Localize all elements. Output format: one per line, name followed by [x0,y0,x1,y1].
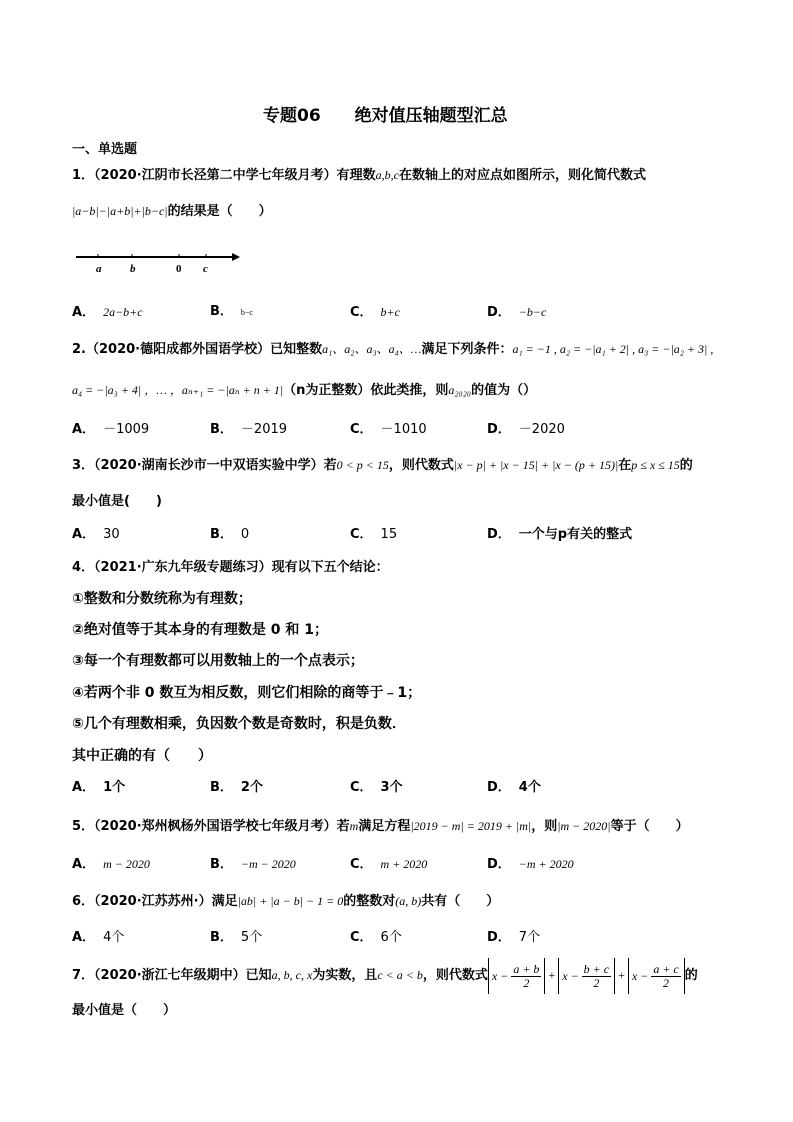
option-label: C． [350,305,373,320]
page-title: 专题06 绝对值压轴题型汇总 [263,106,508,126]
q3-option-a[interactable] [72,527,120,543]
option-label: A． [72,930,96,945]
q5-expr: |m − 2020| [557,819,611,833]
option-text: −b−c [518,305,547,319]
option-text: 7个 [518,930,541,945]
q6-stem-b: 的整数对 [343,894,396,909]
option-text: b+c [380,305,400,319]
q4-option-d[interactable] [487,780,541,796]
option-text: 5个 [240,930,263,945]
q7-frac-1 [511,963,541,990]
q5-option-b[interactable] [210,856,296,873]
q3-line2: 最小值是( ) [72,494,162,509]
axis-label-0: 0 [176,263,182,275]
option-text: 1个 [103,780,126,795]
q4-statement-5: ⑤几个有理数相乘，负因数个数是奇数时，积是负数． [72,716,406,732]
q3-cond: 0 < p < 15 [336,458,389,472]
option-text: 3个 [380,780,403,795]
option-label: B． [210,422,233,437]
q5-stem-d: 等于（ ） [610,819,689,834]
option-label: D． [487,857,511,872]
q7-stem-b: 为实数，且 [312,968,378,983]
q4-option-b[interactable] [210,780,263,796]
q2-stem: 2.（2020·德阳成都外国语学校）已知整数 [72,342,323,357]
option-label: B． [210,857,233,872]
q7-x: x − [562,968,579,983]
q3-stem-c: 在 [618,458,632,473]
q3-option-d[interactable] [487,527,632,543]
q7-stem-c: ，则代数式 [422,968,488,983]
option-label: A． [72,857,96,872]
q3-range: p ≤ x ≤ 15 [631,458,680,472]
option-label: B． [210,304,233,319]
q6-option-a[interactable] [72,930,124,946]
q7-frac-2 [582,963,611,990]
option-text: 2a−b+c [103,305,143,319]
q6-stem-c: 共有（ ） [421,894,500,909]
q1-expr: |a−b|−|a+b|+|b−c| [72,204,168,218]
q1-stem: 1．（2020·江阴市长泾第二中学七年级月考）有理数 [72,168,376,183]
q5-option-c[interactable] [350,856,427,873]
q1-option-c[interactable] [350,304,400,321]
q1-option-d[interactable] [487,304,546,321]
frac-den: 2 [663,976,670,991]
axis-label-a: a [96,263,102,275]
option-label: D． [487,527,511,542]
q2-stem-c: （n为正整数）依此类推，则 [283,383,449,398]
q3-option-b[interactable] [210,527,249,543]
q5-option-a[interactable] [72,856,150,873]
option-text: b−c [240,308,253,317]
q5-stem-b: 满足方程 [358,819,411,834]
option-label: C． [350,422,373,437]
q2-target: a₂₀₂₀ [448,383,472,397]
option-text: 一个与p有关的整式 [518,527,633,542]
q1-line2 [72,203,272,220]
q7-line2: 最小值是（ ） [72,1003,177,1018]
q7-x: x − [491,968,509,983]
q2-stem-b: 满足下列条件： [421,342,513,357]
q2-seq: a₁、a₂、a₃、a₄、… [322,342,422,356]
q6-option-d[interactable] [487,930,540,946]
option-label: B． [210,527,233,542]
frac-num: a + c [653,962,679,977]
frac-num: b + c [583,962,610,977]
frac-den: 2 [593,976,600,991]
q5-option-d[interactable] [487,856,574,873]
frac-den: 2 [523,976,530,991]
q1-option-a[interactable] [72,304,143,321]
option-text: −m + 2020 [518,857,574,871]
q3-option-c[interactable] [350,527,397,543]
option-text: 6个 [380,930,402,945]
q6-stem: 6．（2020·江苏苏州·）满足 [72,894,238,909]
frac-num: a + b [513,962,540,977]
plus-sign: + [615,968,628,982]
option-label: D． [487,305,511,320]
q3-stem: 3．（2020·湖南长沙市一中双语实验中学）若 [72,458,337,473]
q1-line1 [72,167,646,184]
q6-pair: (a, b) [395,894,422,908]
q7-term-1 [488,958,546,994]
q3-line1 [72,457,693,474]
q6-line1 [72,893,499,910]
axis-label-b: b [130,263,136,275]
q1-stem-b: 在数轴上的对应点如图所示，则化简代数式 [399,168,647,183]
q4-statement-4: ④若两个非 0 数互为相反数，则它们相除的商等于﹣1； [72,685,422,701]
q6-eq: |ab| + |a − b| − 1 = 0 [237,894,344,908]
q7-x: x − [631,968,649,983]
option-label: C． [350,857,373,872]
q5-var: m [349,819,359,833]
q1-vars: a,b,c [375,168,399,182]
q5-stem: 5．（2020·郑州枫杨外国语学校七年级月考）若 [72,819,350,834]
option-text: m + 2020 [380,857,428,871]
q4-statement-3: ③每一个有理数都可以用数轴上的一个点表示； [72,653,364,669]
q7-stem: 7．（2020·浙江七年级期中）已知 [72,968,272,983]
axis-label-c: c [203,263,208,275]
option-label: C． [350,527,373,542]
q2-option-a[interactable] [72,422,149,438]
q3-stem-d: 的 [679,458,693,473]
q2-option-c[interactable] [350,422,427,438]
q2-cond: a₁ = −1 , a₂ = −|a₁ + 2| , a₃ = −|a₂ + 3| , [512,342,714,356]
option-label: A． [72,422,96,437]
section-heading: 一、单选题 [72,142,138,157]
q4-option-a[interactable] [72,780,125,796]
option-text: －2019 [240,422,288,437]
option-label: D． [487,930,511,945]
option-text: m − 2020 [103,857,150,871]
q2-option-b[interactable] [210,422,287,438]
q7-term-3 [628,958,685,994]
option-label: C． [350,930,373,945]
q7-stem-d: 的 [684,968,698,983]
option-label: A． [72,780,96,795]
q1-number-line [72,246,272,286]
q2-stem-d: 的值为（） [471,383,537,398]
option-label: A． [72,305,96,320]
option-label: B． [210,780,233,795]
q5-eq: |2019 − m| = 2019 + |m| [410,819,532,833]
q3-stem-b: ，则代数式 [388,458,454,473]
option-text: 30 [103,527,120,542]
q4-statement-1: ①整数和分数统称为有理数； [72,591,252,607]
option-text: 4个 [518,780,541,795]
option-text: －1009 [103,422,150,437]
q7-frac-3 [651,963,680,990]
q6-option-c[interactable] [350,930,402,946]
option-text: －2020 [518,422,565,437]
q1-stem-c: 的结果是（ ） [167,204,272,219]
option-label: C． [350,780,373,795]
q7-cond: c < a < b [377,968,423,982]
option-label: A． [72,527,96,542]
option-text: －1010 [380,422,427,437]
q5-stem-c: ，则 [531,819,558,834]
q2-option-d[interactable] [487,422,565,438]
q1-option-b[interactable] [210,304,253,321]
q7-term-2 [558,958,615,994]
q6-option-b[interactable] [210,930,262,946]
q3-expr: |x − p| + |x − 15| + |x − (p + 15)| [453,458,619,472]
option-text: −m − 2020 [240,857,296,871]
option-label: D． [487,422,511,437]
q7-line1 [72,957,698,994]
q5-line1 [72,818,689,835]
q4-question: 其中正确的有（ ） [72,748,212,764]
q4-line1: 4．（2021·广东九年级专题练习）现有以下五个结论： [72,560,389,575]
plus-sign: + [545,968,559,982]
option-text: 0 [240,527,250,542]
q2-recurrence: a₄ = −|a₃ + 4| ，… ，aₙ₊₁ = −|aₙ + n + 1| [72,383,284,397]
option-label: D． [487,780,511,795]
q2-line1 [72,341,713,358]
q2-line2 [72,382,536,399]
option-label: B． [210,930,233,945]
option-text: 2个 [240,780,263,795]
option-text: 4个 [103,930,125,945]
q7-vars: a, b, c, x [271,968,313,982]
q4-option-c[interactable] [350,780,403,796]
option-text: 15 [380,527,398,542]
q4-statement-2: ②绝对值等于其本身的有理数是 0 和 1； [72,622,328,638]
